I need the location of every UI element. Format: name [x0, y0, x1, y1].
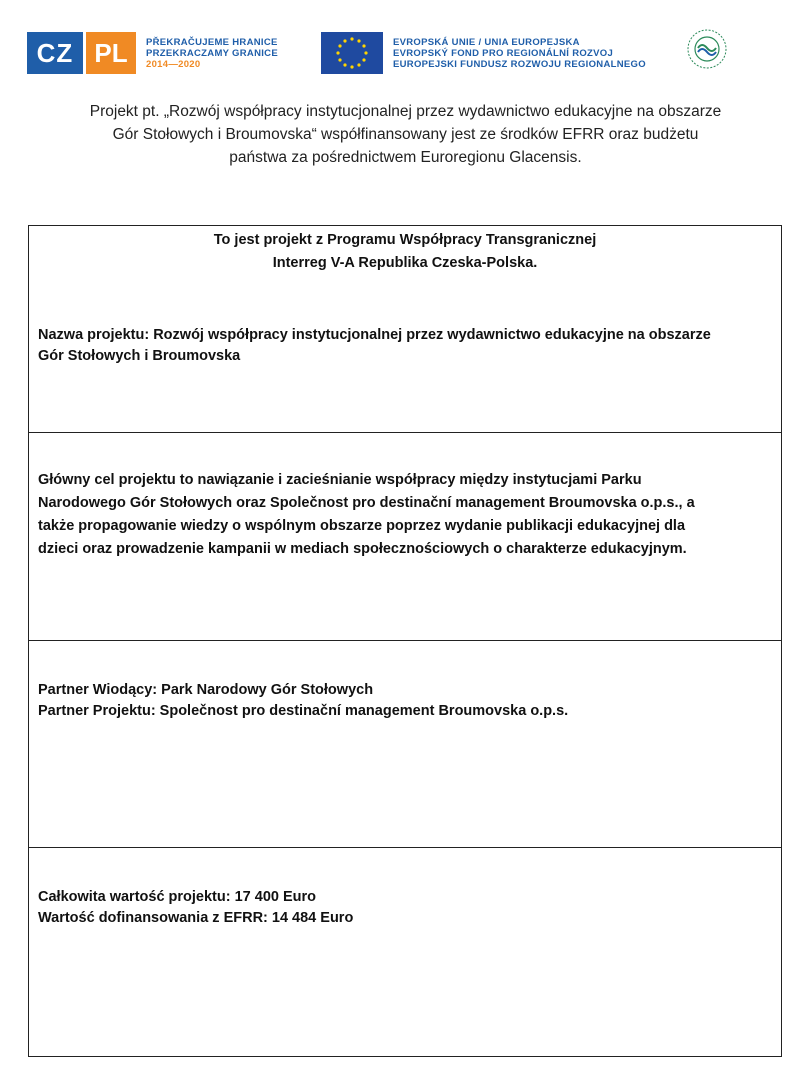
czpl-logo-text: [146, 37, 278, 70]
czpl-line-1: PŘEKRAČUJEME HRANICE: [146, 36, 278, 48]
project-partner: Partner Projektu: Společnost pro destinační management Broumovska o.p.s.: [38, 703, 569, 719]
partners-box: [28, 640, 782, 848]
logo-header: [0, 28, 811, 78]
program-line-2: Interreg V-A Republika Czeska-Polska.: [272, 255, 538, 271]
eu-flag-icon: [321, 32, 383, 74]
values-text: [38, 887, 773, 929]
intro-line-3: państwa za pośrednictwem Euroregionu Glacensis.: [229, 149, 582, 166]
goal-line-1: Główny cel projektu to nawiązanie i zacieśnianie współpracy między instytucjami Parku: [38, 472, 642, 488]
eu-logo: [321, 32, 646, 74]
goal-line-2: Narodowego Gór Stołowych oraz Společnost pro destinační management Broumovska o.p.s., a: [38, 495, 695, 511]
goal-line-4: dzieci oraz prowadzenie kampanii w mediach społecznościowych o charakterze edukacyjnym.: [38, 541, 687, 557]
cz-box: CZ: [27, 32, 83, 74]
eu-line-3: EUROPEJSKI FUNDUSZ ROZWOJU REGIONALNEGO: [393, 58, 646, 70]
czpl-years: 2014—2020: [146, 58, 201, 70]
lead-partner: Partner Wiodący: Park Narodowy Gór Stołowych: [38, 682, 374, 698]
eu-logo-text: [393, 37, 646, 70]
cofinancing-value: Wartość dofinansowania z EFRR: 14 484 Euro: [38, 910, 354, 926]
project-goal: [38, 469, 773, 561]
intro-line-1: Projekt pt. „Rozwój współpracy instytucjonalnej przez wydawnictwo edukacyjne na obszarze: [89, 103, 722, 120]
partners-text: [38, 680, 773, 722]
program-line-1: To jest projekt z Programu Współpracy Transgranicznej: [213, 232, 597, 248]
pl-box: PL: [86, 32, 136, 74]
eu-line-2: EVROPSKÝ FOND PRO REGIONÁLNÍ ROZVOJ: [393, 47, 614, 59]
program-box: [28, 225, 782, 433]
values-box: [28, 847, 782, 1057]
czpl-mark: [27, 32, 136, 74]
project-name-line-1: Nazwa projektu: Rozwój współpracy instytucjonalnej przez wydawnictwo edukacyjne na obszarze: [38, 327, 711, 343]
czpl-line-2: PRZEKRACZAMY GRANICE: [146, 47, 278, 59]
total-value: Całkowita wartość projektu: 17 400 Euro: [38, 889, 317, 905]
project-name: [38, 325, 773, 367]
intro-line-2: Gór Stołowych i Broumovska“ współfinansowany jest ze środków EFRR oraz budżetu: [112, 126, 699, 143]
euroregion-glacensis-logo-icon: [686, 28, 728, 70]
goal-box: [28, 432, 782, 641]
eu-line-1: EVROPSKÁ UNIE / UNIA EUROPEJSKA: [393, 36, 580, 48]
program-heading: [29, 229, 781, 275]
goal-line-3: także propagowanie wiedzy o wspólnym obszarze poprzez wydanie publikacji edukacyjnej dla: [38, 518, 686, 534]
intro-text: [30, 100, 781, 169]
project-name-line-2: Gór Stołowych i Broumovska: [38, 348, 241, 364]
czpl-logo: [27, 32, 278, 74]
